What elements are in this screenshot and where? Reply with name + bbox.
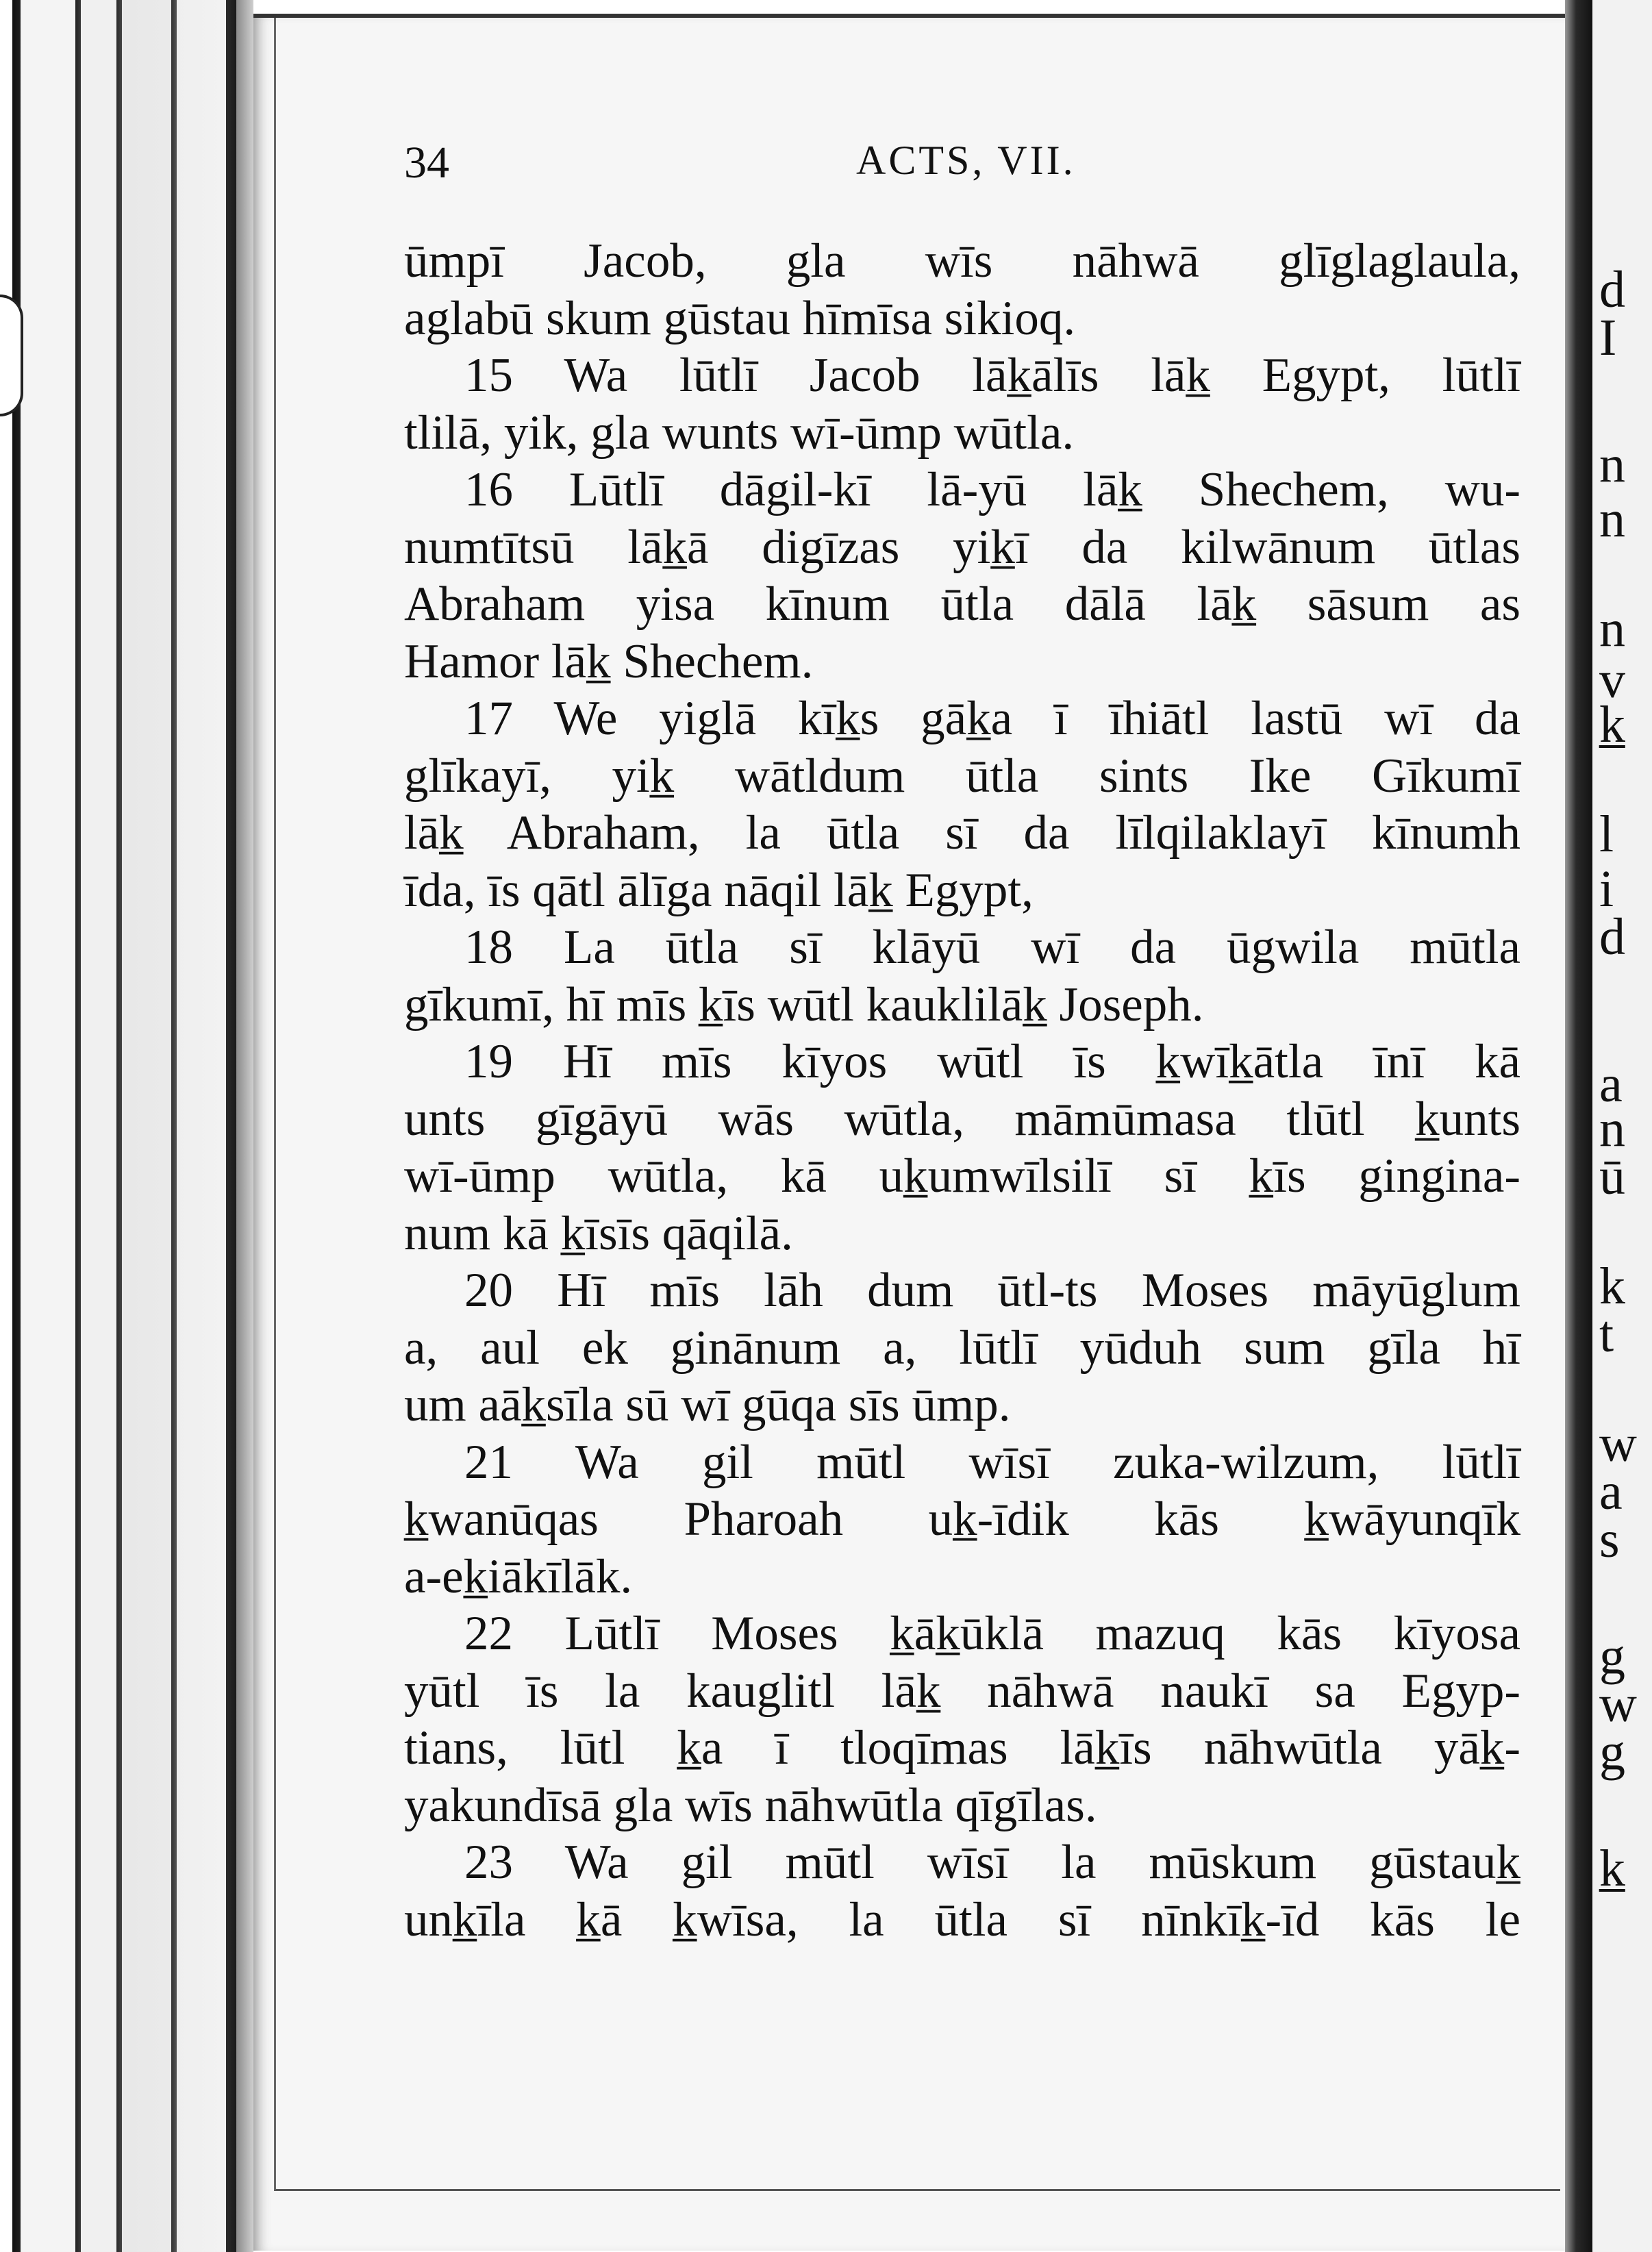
book-page-edges — [0, 0, 253, 2252]
facing-page-fragment: i — [1599, 860, 1614, 918]
text-line: yakundīsā gla wīs nāhwūtla qīgīlas. — [404, 1778, 1097, 1832]
running-head — [404, 137, 1527, 199]
facing-page-fragment: g — [1599, 1723, 1625, 1781]
text-line: Abraham yisa kīnum ūtla dālā lāk̲ sāsum as — [404, 577, 1520, 631]
facing-page-fragment: I — [1599, 309, 1617, 366]
running-title: ACTS, VII. — [856, 138, 1076, 183]
text-line: a-ek̲iākīlāk. — [404, 1549, 633, 1603]
text-line: um aāk̲sīla sū wī gūqa sīs ūmp. — [404, 1378, 1011, 1431]
text-line: tlilā, yik, gla wunts wī-ūmp wūtla. — [404, 405, 1075, 460]
book-gutter — [1565, 0, 1592, 2252]
facing-page-fragment: a — [1599, 1463, 1623, 1521]
facing-page-fragment: k — [1599, 1258, 1625, 1315]
text-line: 16 Lūtlī dāgil-kī lā-yū lāk̲ Shechem, wu- — [464, 463, 1520, 516]
text-line: lāk̲ Abraham, la ūtla sī da līlqilaklayī kīnumh — [404, 806, 1520, 860]
text-line: k̲wanūqas Pharoah uk̲-īdik kās k̲wāyunqīk — [404, 1492, 1520, 1546]
facing-page-fragment: t — [1599, 1305, 1614, 1363]
facing-page-fragment: w — [1599, 1675, 1637, 1733]
facing-page-fragment: g — [1599, 1627, 1625, 1685]
text-line: num kā k̲īsīs qāqilā. — [404, 1206, 793, 1260]
text-line: 20 Hī mīs lāh dum ūtl-ts Moses māyūglum — [464, 1264, 1520, 1317]
text-line: Hamor lāk̲ Shechem. — [404, 634, 814, 688]
text-line: aglabū skum gūstau hīmīsa sikioq. — [404, 291, 1076, 345]
facing-page-fragment: d — [1599, 908, 1625, 966]
facing-page-fragment: ū — [1599, 1148, 1625, 1205]
facing-page-fragment: n — [1599, 490, 1625, 548]
text-line: 19 Hī mīs kīyos wūtl īs k̲wīk̲ātla īnī kā — [464, 1035, 1520, 1088]
page-number: 34 — [404, 138, 449, 188]
text-line: 21 Wa gil mūtl wīsī zuka-wilzum, lūtlī — [464, 1435, 1520, 1489]
text-line: 22 Lūtlī Moses k̲āk̲ūklā mazuq kās kīyosa — [464, 1607, 1520, 1660]
facing-page-fragment: w — [1599, 1415, 1637, 1473]
text-line: a, aul ek ginānum a, lūtlī yūduh sum gīla hī — [404, 1321, 1520, 1375]
facing-page-fragment: a — [1599, 1055, 1623, 1113]
text-line: 15 Wa lūtlī Jacob lāk̲ālīs lāk̲ Egypt, lūtlī — [464, 349, 1520, 402]
text-line: yūtl īs la kauglitl lāk̲ nāhwā naukī sa Egyp- — [404, 1664, 1520, 1718]
facing-page-fragment: d — [1599, 261, 1625, 318]
text-line: 17 We yiglā kīk̲s gāk̲a ī īhiātl lastū wī da — [464, 692, 1520, 745]
text-line: īda, īs qātl ālīga nāqil lāk̲ Egypt, — [404, 863, 1034, 917]
text-line: glīkayī, yik̲ wātldum ūtla sints Ike Gīkumī — [404, 749, 1520, 803]
text-line: unk̲īla k̲ā k̲wīsa, la ūtla sī nīnkīk̲-īd kās le — [404, 1892, 1520, 1947]
body-text — [404, 233, 1520, 1949]
facing-page-fragment: k̲ — [1599, 1840, 1625, 1897]
facing-page-fragment: s — [1599, 1511, 1620, 1568]
facing-page-fragment: n — [1599, 436, 1625, 493]
text-line: 23 Wa gil mūtl wīsī la mūskum gūstauk̲ — [464, 1836, 1520, 1889]
text-line: gīkumī, hī mīs k̲īs wūtl kauklilāk̲ Joseph. — [404, 977, 1204, 1031]
facing-page-fragment: l — [1599, 805, 1614, 863]
text-line: tians, lūtl k̲a ī tloqīmas lāk̲īs nāhwūtla yāk̲- — [404, 1721, 1520, 1775]
text-line: wī-ūmp wūtla, kā uk̲umwīlsilī sī k̲īs gingina- — [404, 1149, 1520, 1203]
facing-page-edge — [1592, 0, 1652, 2252]
text-line: 18 La ūtla sī klāyū wī da ūgwila mūtla — [464, 921, 1520, 974]
facing-page-fragment: k̲ — [1599, 696, 1625, 753]
facing-page-fragment: v — [1599, 651, 1625, 709]
text-line: numtītsū lāk̲ā digīzas yik̲ī da kilwānum ūtlas — [404, 520, 1520, 574]
text-line: unts gīgāyū wās wūtla, māmūmasa tlūtl k̲unts — [404, 1092, 1520, 1146]
facing-page-fragment: n — [1599, 1100, 1625, 1158]
text-line: ūmpī Jacob, gla wīs nāhwā glīglaglaula, — [404, 234, 1520, 288]
facing-page-fragment: n — [1599, 600, 1625, 658]
page-clip-mark — [0, 295, 23, 416]
